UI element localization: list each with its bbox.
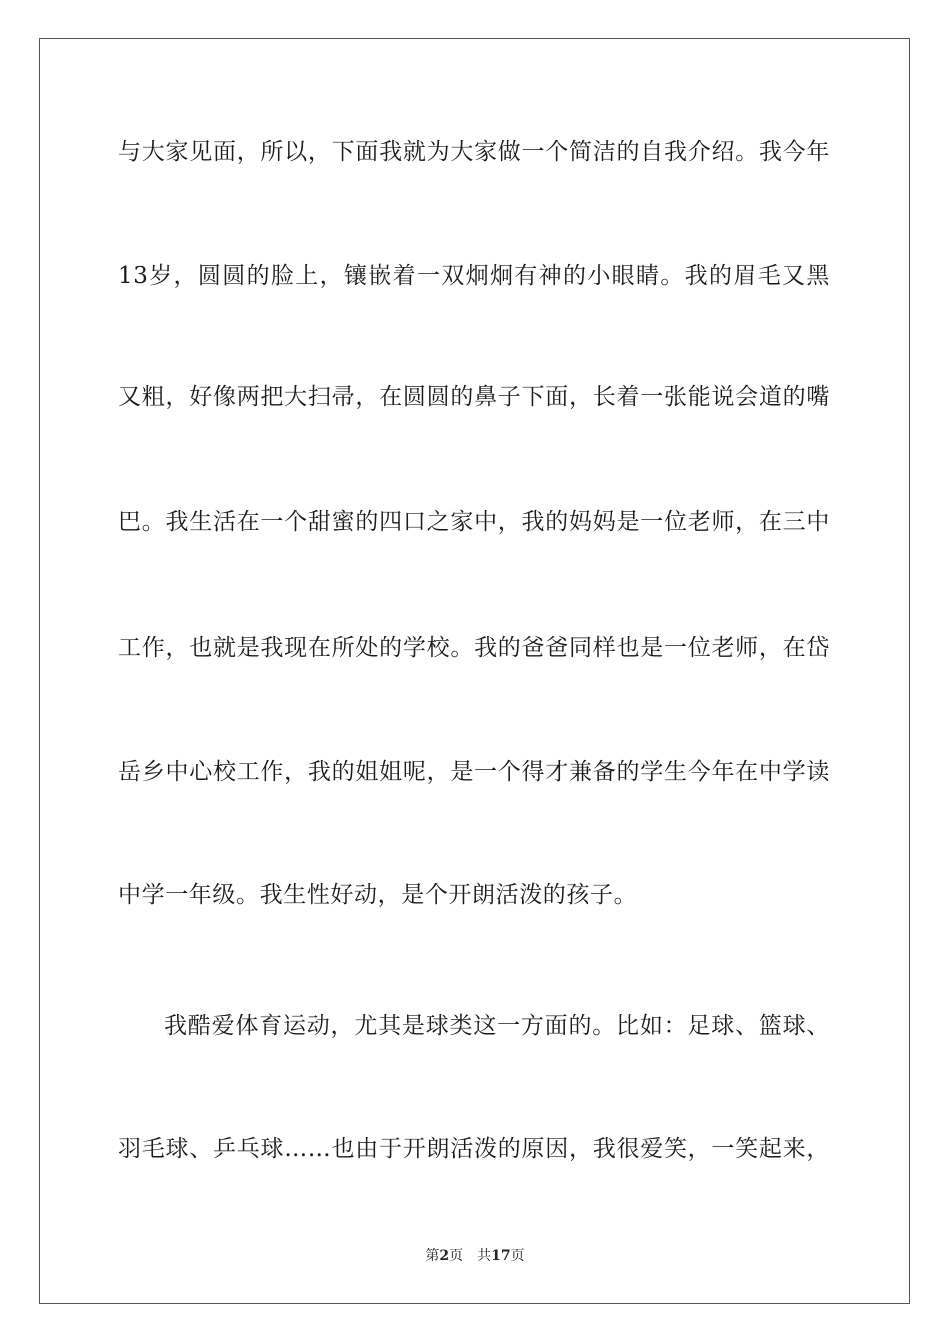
text-line: 中学一年级。我生性好动，是个开朗活泼的孩子。	[118, 882, 638, 908]
text-line: 岳乡中心校工作，我的姐姐呢，是一个得才兼备的学生今年在中学读	[118, 759, 830, 785]
text-line: 工作，也就是我现在所处的学校。我的爸爸同样也是一位老师，在岱	[118, 635, 830, 661]
page-prefix: 第	[425, 1248, 440, 1264]
text-line: 13岁，圆圆的脸上，镶嵌着一双炯炯有神的小眼睛。我的眉毛又黑	[118, 263, 830, 289]
text-line: 又粗，好像两把大扫帚，在圆圆的鼻子下面，长着一张能说会道的嘴	[118, 384, 830, 410]
text-line: 与大家见面，所以，下面我就为大家做一个简洁的自我介绍。我今年	[118, 139, 830, 165]
total-suffix: 页	[510, 1248, 525, 1264]
page-border	[39, 38, 910, 1304]
page-suffix: 页	[449, 1248, 464, 1264]
paragraph-first-line: 我酷爱体育运动，尤其是球类这一方面的。比如：足球、篮球、	[164, 1013, 830, 1039]
text-line: 巴。我生活在一个甜蜜的四口之家中，我的妈妈是一位老师，在三中	[118, 509, 830, 535]
total-prefix: 共	[477, 1248, 492, 1264]
total-pages: 17	[491, 1248, 511, 1264]
text-line: 羽毛球、乒乓球……也由于开朗活泼的原因，我很爱笑，一笑起来，	[118, 1136, 830, 1162]
page-number: 2	[439, 1248, 450, 1264]
page-footer	[0, 1247, 950, 1265]
